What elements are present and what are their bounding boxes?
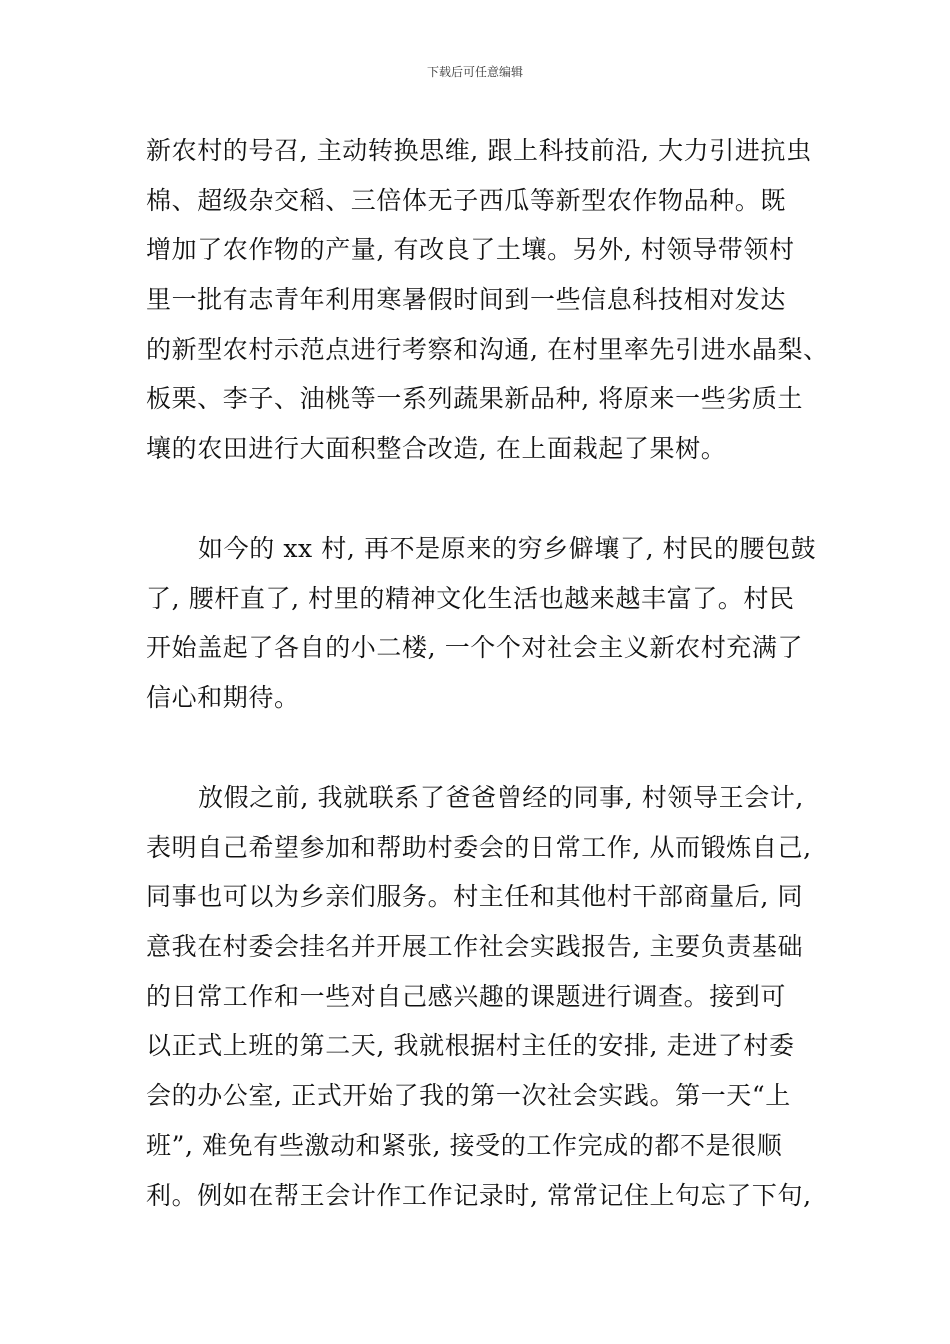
paragraph-1 bbox=[146, 126, 829, 474]
text-line: 班”, 难免有些激动和紧张, 接受的工作完成的都不是很顺 bbox=[146, 1130, 783, 1160]
paragraph-2 bbox=[146, 524, 816, 723]
text-line: 壤的农田进行大面积整合改造, 在上面栽起了果树。 bbox=[146, 434, 727, 464]
page-header: 下载后可任意编辑 bbox=[426, 65, 523, 79]
text-line: 放假之前, 我就联系了爸爸曾经的同事, 村领导王会计, bbox=[198, 783, 804, 812]
text-line: 新农村的号召, 主动转换思维, 跟上科技前沿, 大力引进抗虫 bbox=[146, 136, 812, 165]
text-line: 会的办公室, 正式开始了我的第一次社会实践。第一天“上 bbox=[146, 1081, 791, 1111]
text-line: 利。例如在帮王会计作工作记录时, 常常记住上句忘了下句, bbox=[146, 1180, 812, 1210]
text-line: 信心和期待。 bbox=[146, 683, 300, 713]
paragraph-3 bbox=[146, 773, 816, 1220]
text-line: 开始盖起了各自的小二楼, 一个个对社会主义新农村充满了 bbox=[146, 633, 804, 663]
text-line: 里一批有志青年利用寒暑假时间到一些信息科技相对发达 bbox=[146, 285, 787, 315]
text-line: 板栗、李子、油桃等一系列蔬果新品种, 将原来一些劣质土 bbox=[146, 384, 804, 414]
text-line: 表明自己希望参加和帮助村委会的日常工作, 从而锻炼自己, bbox=[146, 832, 812, 862]
text-line: 同事也可以为乡亲们服务。村主任和其他村干部商量后, 同 bbox=[146, 882, 804, 912]
text-line: 的日常工作和一些对自己感兴趣的课题进行调查。接到可 bbox=[146, 981, 787, 1011]
text-line: 了, 腰杆直了, 村里的精神文化生活也越来越丰富了。村民 bbox=[146, 583, 795, 613]
text-line: 棉、超级杂交稻、三倍体无子西瓜等新型农作物品种。既 bbox=[146, 185, 787, 215]
text-line: 增加了农作物的产量, 有改良了土壤。另外, 村领导带领村 bbox=[146, 235, 795, 265]
text-line: 以正式上班的第二天, 我就根据村主任的安排, 走进了村委 bbox=[146, 1031, 795, 1061]
text-line: 如今的 xx 村, 再不是原来的穷乡僻壤了, 村民的腰包鼓 bbox=[198, 534, 817, 563]
text-line: 意我在村委会挂名并开展工作社会实践报告, 主要负责基础 bbox=[146, 932, 804, 962]
text-line: 的新型农村示范点进行考察和沟通, 在村里率先引进水晶梨、 bbox=[146, 334, 829, 364]
